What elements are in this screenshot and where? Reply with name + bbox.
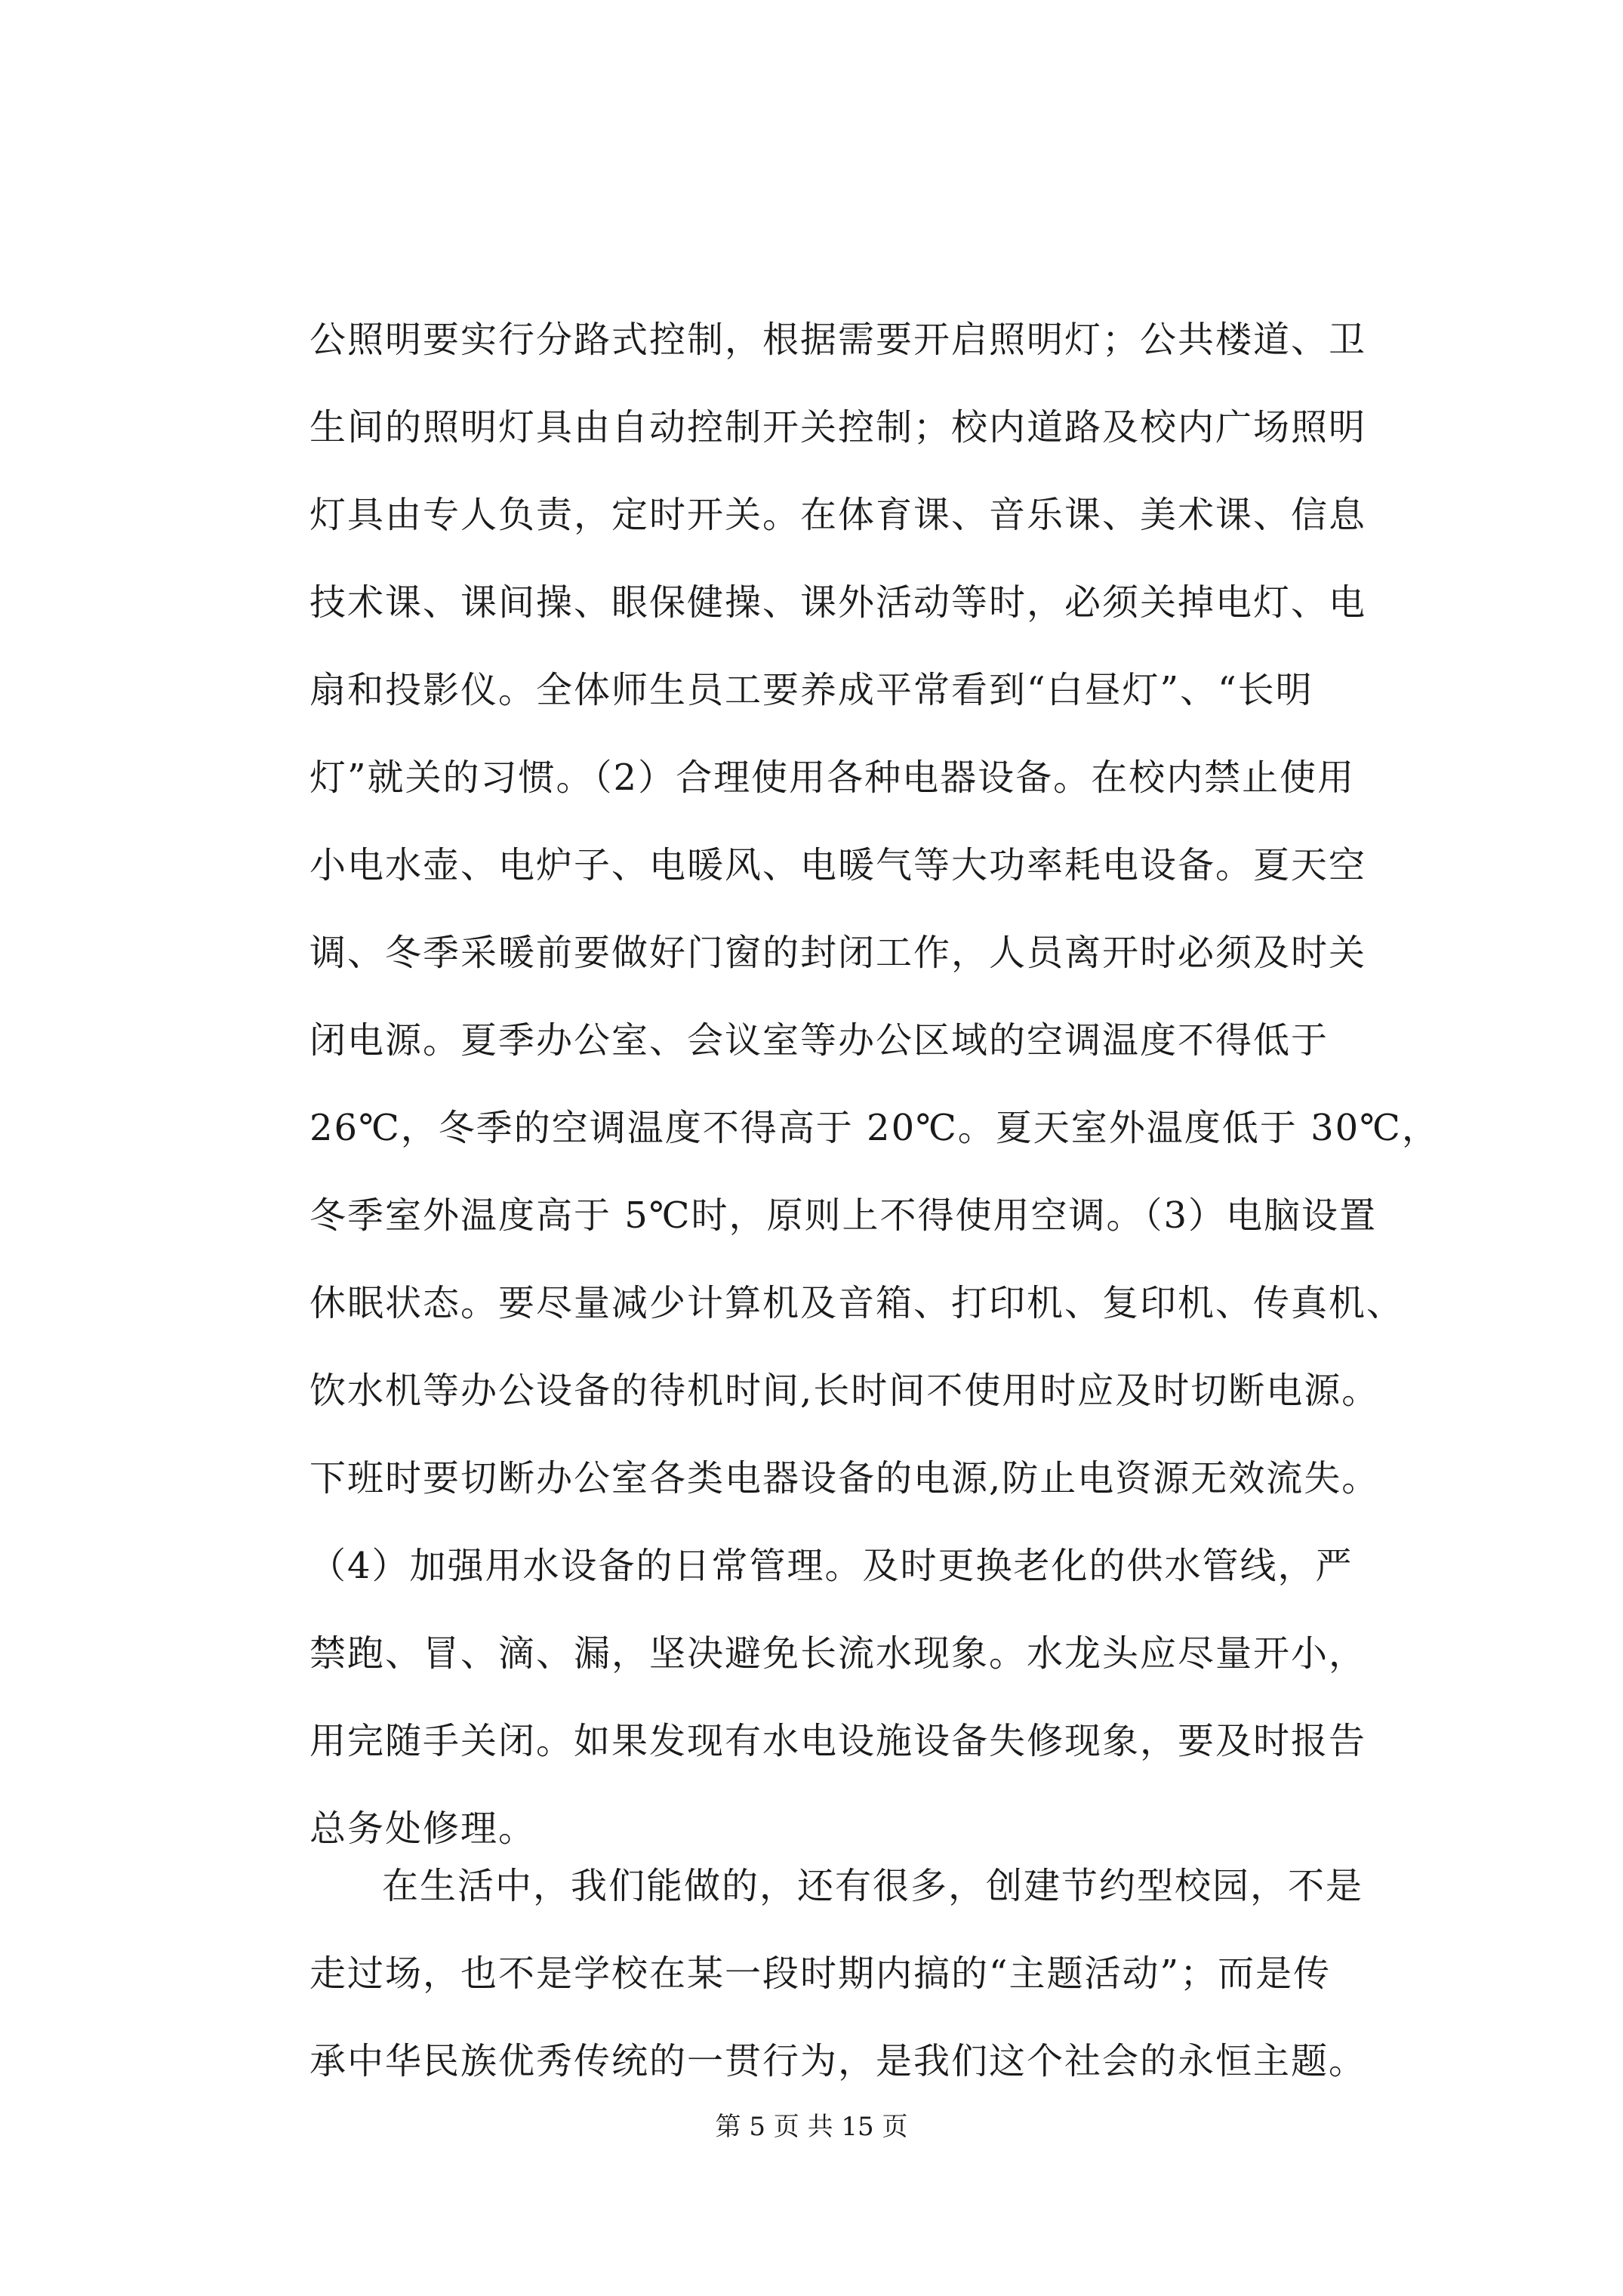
text-line: 扇和投影仪。全体师生员工要养成平常看到“白昼灯”、“长明 bbox=[310, 669, 1313, 711]
text-line: 饮水机等办公设备的待机时间,长时间不使用时应及时切断电源。 bbox=[310, 1370, 1380, 1412]
text-line: 闭电源。夏季办公室、会议室等办公区域的空调温度不得低于 bbox=[310, 1019, 1329, 1062]
text-line: 用完随手关闭。如果发现有水电设施设备失修现象，要及时报告 bbox=[310, 1720, 1367, 1762]
text-line: 调、冬季采暖前要做好门窗的封闭工作，人员离开时必须及时关 bbox=[310, 932, 1367, 974]
text-line: （4）加强用水设备的日常管理。及时更换老化的供水管线，严 bbox=[310, 1545, 1354, 1587]
text-line: 小电水壶、电炉子、电暖风、电暖气等大功率耗电设备。夏天空 bbox=[310, 844, 1367, 886]
text-line: 灯具由专人负责，定时开关。在体育课、音乐课、美术课、信息 bbox=[310, 494, 1367, 536]
text-line: 灯”就关的习惯。（2）合理使用各种电器设备。在校内禁止使用 bbox=[310, 757, 1356, 799]
text-line: 技术课、课间操、眼保健操、课外活动等时，必须关掉电灯、电 bbox=[310, 581, 1367, 624]
text-line: 禁跑、冒、滴、漏，坚决避免长流水现象。水龙头应尽量开小， bbox=[310, 1632, 1367, 1675]
page-number-footer: 第 5 页 共 15 页 bbox=[715, 2112, 908, 2142]
text-line: 下班时要切断办公室各类电器设备的电源,防止电资源无效流失。 bbox=[310, 1457, 1380, 1499]
text-line: 承中华民族优秀传统的一贯行为，是我们这个社会的永恒主题。 bbox=[310, 2040, 1367, 2082]
text-line: 生间的照明灯具由自动控制开关控制；校内道路及校内广场照明 bbox=[310, 406, 1367, 448]
text-line: 26℃，冬季的空调温度不得高于 20℃。夏天室外温度低于 30℃， bbox=[310, 1107, 1440, 1149]
text-line: 在生活中，我们能做的，还有很多，创建节约型校园，不是 bbox=[382, 1865, 1364, 1907]
text-line: 走过场，也不是学校在某一段时期内搞的“主题活动”；而是传 bbox=[310, 1952, 1332, 1995]
text-line: 休眠状态。要尽量减少计算机及音箱、打印机、复印机、传真机、 bbox=[310, 1282, 1405, 1324]
text-line: 总务处修理。 bbox=[310, 1808, 537, 1850]
text-line: 公照明要实行分路式控制，根据需要开启照明灯；公共楼道、卫 bbox=[310, 319, 1367, 361]
text-line: 冬季室外温度高于 5℃时，原则上不得使用空调。（3）电脑设置 bbox=[310, 1194, 1378, 1237]
